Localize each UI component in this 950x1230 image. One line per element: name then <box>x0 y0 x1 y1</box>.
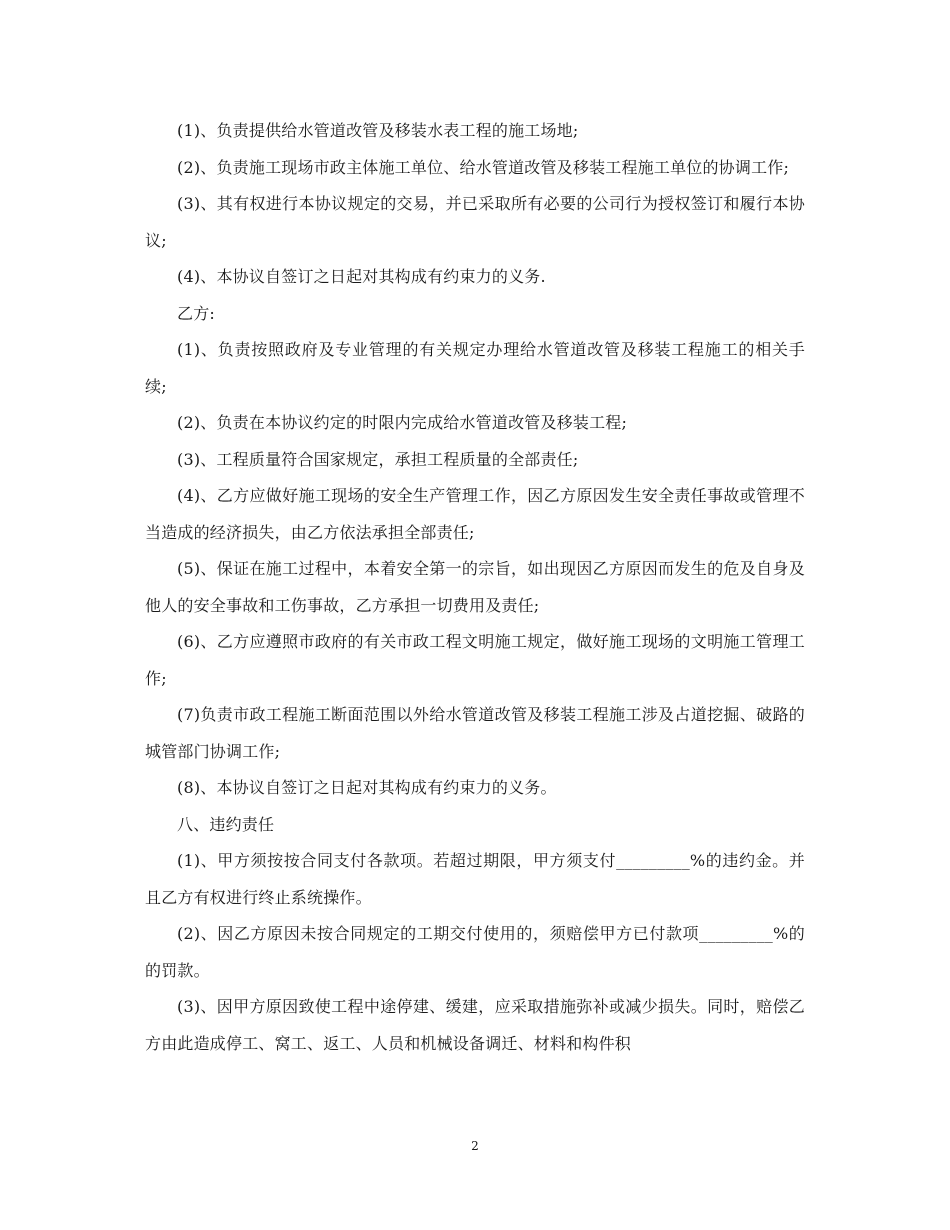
heading-breach-liability: 八、违约责任 <box>177 814 275 834</box>
paragraph-party-b-4: (4)、乙方应做好施工现场的安全生产管理工作，因乙方原因发生安全责任事故或管理不当造成的经济损失，由乙方依法承担全部责任; <box>145 486 805 542</box>
paragraph-party-b-2: (2)、负责在本协议约定的时限内完成给水管道改管及移装工程; <box>177 413 628 432</box>
paragraph-breach-1: (1)、甲方须按按合同支付各款项。若超过期限，甲方须支付_________%的违约金。并且乙方有权进行终止系统操作。 <box>145 851 805 907</box>
paragraph-party-b-6: (6)、乙方应遵照市政府的有关市政工程文明施工规定，做好施工现场的文明施工管理工作; <box>145 632 805 688</box>
paragraph-party-b-7: (7)负责市政工程施工断面范围以外给水管道改管及移装工程施工涉及占道挖掘、破路的城管部门协调工作; <box>145 705 805 761</box>
paragraph-breach-2: (2)、因乙方原因未按合同规定的工期交付使用的，须赔偿甲方已付款项_________%的的罚款。 <box>145 924 805 980</box>
paragraph-party-b-3: (3)、工程质量符合国家规定，承担工程质量的全部责任; <box>177 449 579 469</box>
paragraph-party-b-1: (1)、负责按照政府及专业管理的有关规定办理给水管道改管及移装工程施工的相关手续; <box>145 340 805 396</box>
paragraph-party-a-2: (2)、负责施工现场市政主体施工单位、给水管道改管及移装工程施工单位的协调工作; <box>177 157 790 177</box>
paragraph-breach-3: (3)、因甲方原因致使工程中途停建、缓建，应采取措施弥补或减少损失。同时，赔偿乙方由此造成停工、窝工、返工、人员和机械设备调迁、材料和构件积 <box>145 997 805 1053</box>
paragraph-party-b-8: (8)、本协议自签订之日起对其构成有约束力的义务。 <box>177 778 557 797</box>
heading-party-b: 乙方: <box>177 303 215 323</box>
page-number: 2 <box>471 1139 479 1153</box>
paragraph-party-b-5: (5)、保证在施工过程中，本着安全第一的宗旨，如出现因乙方原因而发生的危及自身及他人的安全事故和工伤事故，乙方承担一切费用及责任; <box>145 559 805 615</box>
document-body <box>145 113 805 1062</box>
paragraph-party-a-1: (1)、负责提供给水管道改管及移装水表工程的施工场地; <box>177 121 579 140</box>
paragraph-party-a-3: (3)、其有权进行本协议规定的交易，并已采取所有必要的公司行为授权签订和履行本协议; <box>145 194 805 250</box>
paragraph-party-a-4: (4)、本协议自签订之日起对其构成有约束力的义务. <box>177 267 546 286</box>
